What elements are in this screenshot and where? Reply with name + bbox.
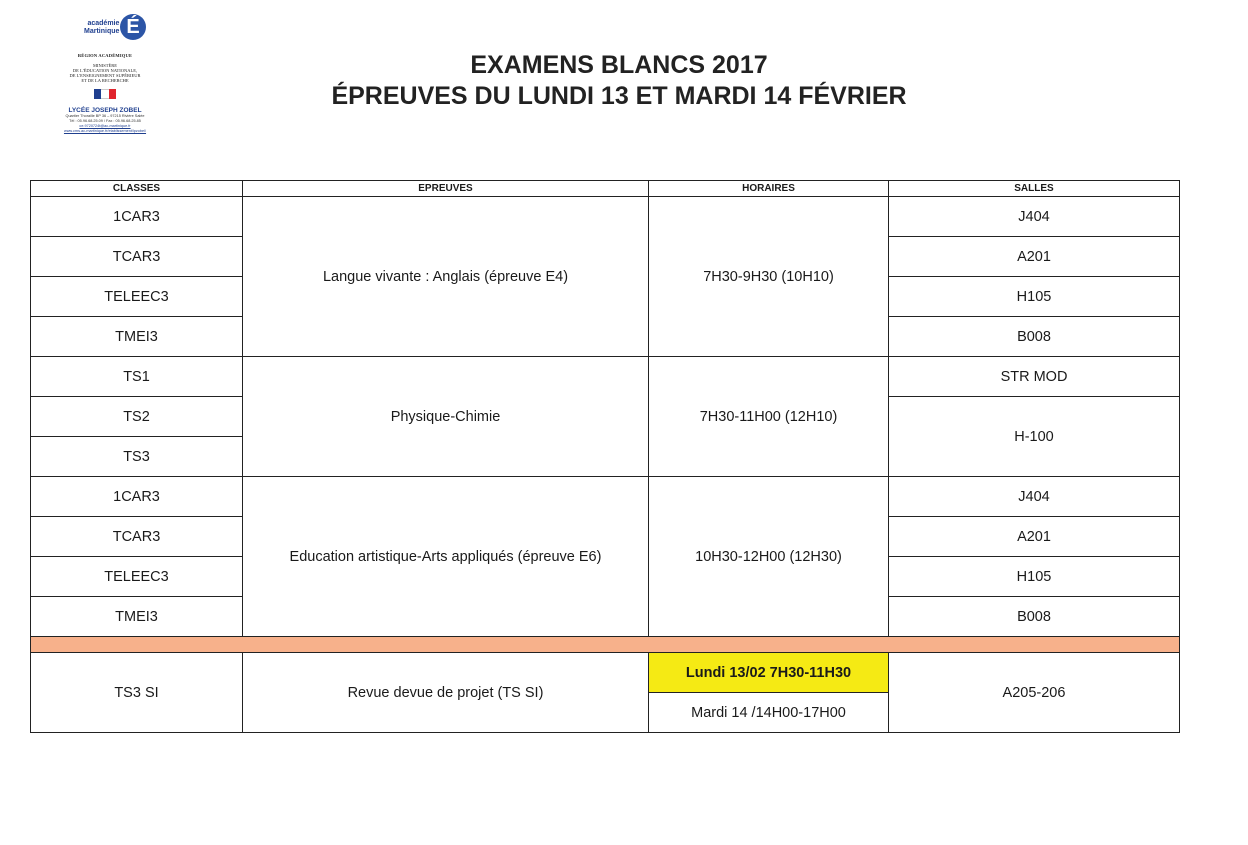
ministere-line: MINISTÈRE <box>93 63 117 68</box>
classe-cell: TMEI3 <box>31 597 243 637</box>
lycee-name: LYCÉE JOSEPH ZOBEL <box>68 107 142 114</box>
salle-cell: B008 <box>889 597 1180 637</box>
salle-cell: H105 <box>889 557 1180 597</box>
region-label: RÉGION ACADÉMIQUE <box>77 53 133 58</box>
salle-cell: A205-206 <box>889 653 1180 733</box>
epreuve-cell: Revue devue de projet (TS SI) <box>243 653 649 733</box>
academie-e-icon: É <box>120 14 146 40</box>
page-subtitle: ÉPREUVES DU LUNDI 13 ET MARDI 14 FÉVRIER <box>331 82 907 110</box>
header-classes: CLASSES <box>31 181 243 197</box>
academie-name <box>84 20 119 36</box>
table-row <box>31 653 1180 693</box>
ministere-line: DE L'ÉDUCATION NATIONALE, <box>72 68 138 73</box>
exam-schedule-table <box>30 180 1180 733</box>
table-row <box>31 357 1180 397</box>
separator-band <box>31 637 1180 653</box>
epreuve-cell: Education artistique-Arts appliqués (épreuve E6) <box>243 477 649 637</box>
salle-cell: J404 <box>889 197 1180 237</box>
header-horaires: HORAIRES <box>649 181 889 197</box>
ministere-line: DE L'ENSEIGNEMENT SUPÉRIEUR <box>69 73 141 78</box>
horaire-cell: 10H30-12H00 (12H30) <box>649 477 889 637</box>
salle-cell: A201 <box>889 237 1180 277</box>
header-salles: SALLES <box>889 181 1180 197</box>
lycee-email-link[interactable]: ce.9720724t@ac-martinique.fr <box>79 124 131 128</box>
academie-line2: Martinique <box>84 28 120 35</box>
classe-cell: TS1 <box>31 357 243 397</box>
classe-cell: TS3 SI <box>31 653 243 733</box>
lycee-website-link[interactable]: www.cms.ac-martinique.fr/etablissement/lpzobel/ <box>63 129 147 133</box>
lycee-phone: Tél : 05.96.68.25.09 / Fax : 05.96.68.25.85 <box>69 119 141 123</box>
classe-cell: TCAR3 <box>31 517 243 557</box>
salle-cell: STR MOD <box>889 357 1180 397</box>
classe-cell: TELEEC3 <box>31 557 243 597</box>
separator-row <box>31 637 1180 653</box>
page-title: EXAMENS BLANCS 2017 <box>470 51 768 79</box>
classe-cell: TS2 <box>31 397 243 437</box>
horaire-cell: 7H30-9H30 (10H10) <box>649 197 889 357</box>
horaire-cell: Mardi 14 /14H00-17H00 <box>649 693 889 733</box>
table-row <box>31 197 1180 237</box>
classe-cell: 1CAR3 <box>31 477 243 517</box>
ministere-line: ET DE LA RECHERCHE <box>81 78 129 83</box>
table-header-row <box>31 181 1180 197</box>
lycee-address: Quartier Thoraille BP 36 – 97215 Rivière Salée <box>65 114 145 118</box>
classe-cell: TS3 <box>31 437 243 477</box>
salle-cell: J404 <box>889 477 1180 517</box>
classe-cell: TCAR3 <box>31 237 243 277</box>
epreuve-cell: Langue vivante : Anglais (épreuve E4) <box>243 197 649 357</box>
horaire-cell: 7H30-11H00 (12H10) <box>649 357 889 477</box>
epreuve-cell: Physique-Chimie <box>243 357 649 477</box>
academie-emblem <box>50 12 160 52</box>
academie-line1: académie <box>87 20 120 27</box>
salle-cell: H105 <box>889 277 1180 317</box>
header-epreuves: EPREUVES <box>243 181 649 197</box>
classe-cell: TELEEC3 <box>31 277 243 317</box>
salle-cell: A201 <box>889 517 1180 557</box>
classe-cell: TMEI3 <box>31 317 243 357</box>
horaire-highlight-cell: Lundi 13/02 7H30-11H30 <box>649 653 889 693</box>
salle-cell: H-100 <box>889 397 1180 477</box>
salle-cell: B008 <box>889 317 1180 357</box>
table-row <box>31 477 1180 517</box>
classe-cell: 1CAR3 <box>31 197 243 237</box>
